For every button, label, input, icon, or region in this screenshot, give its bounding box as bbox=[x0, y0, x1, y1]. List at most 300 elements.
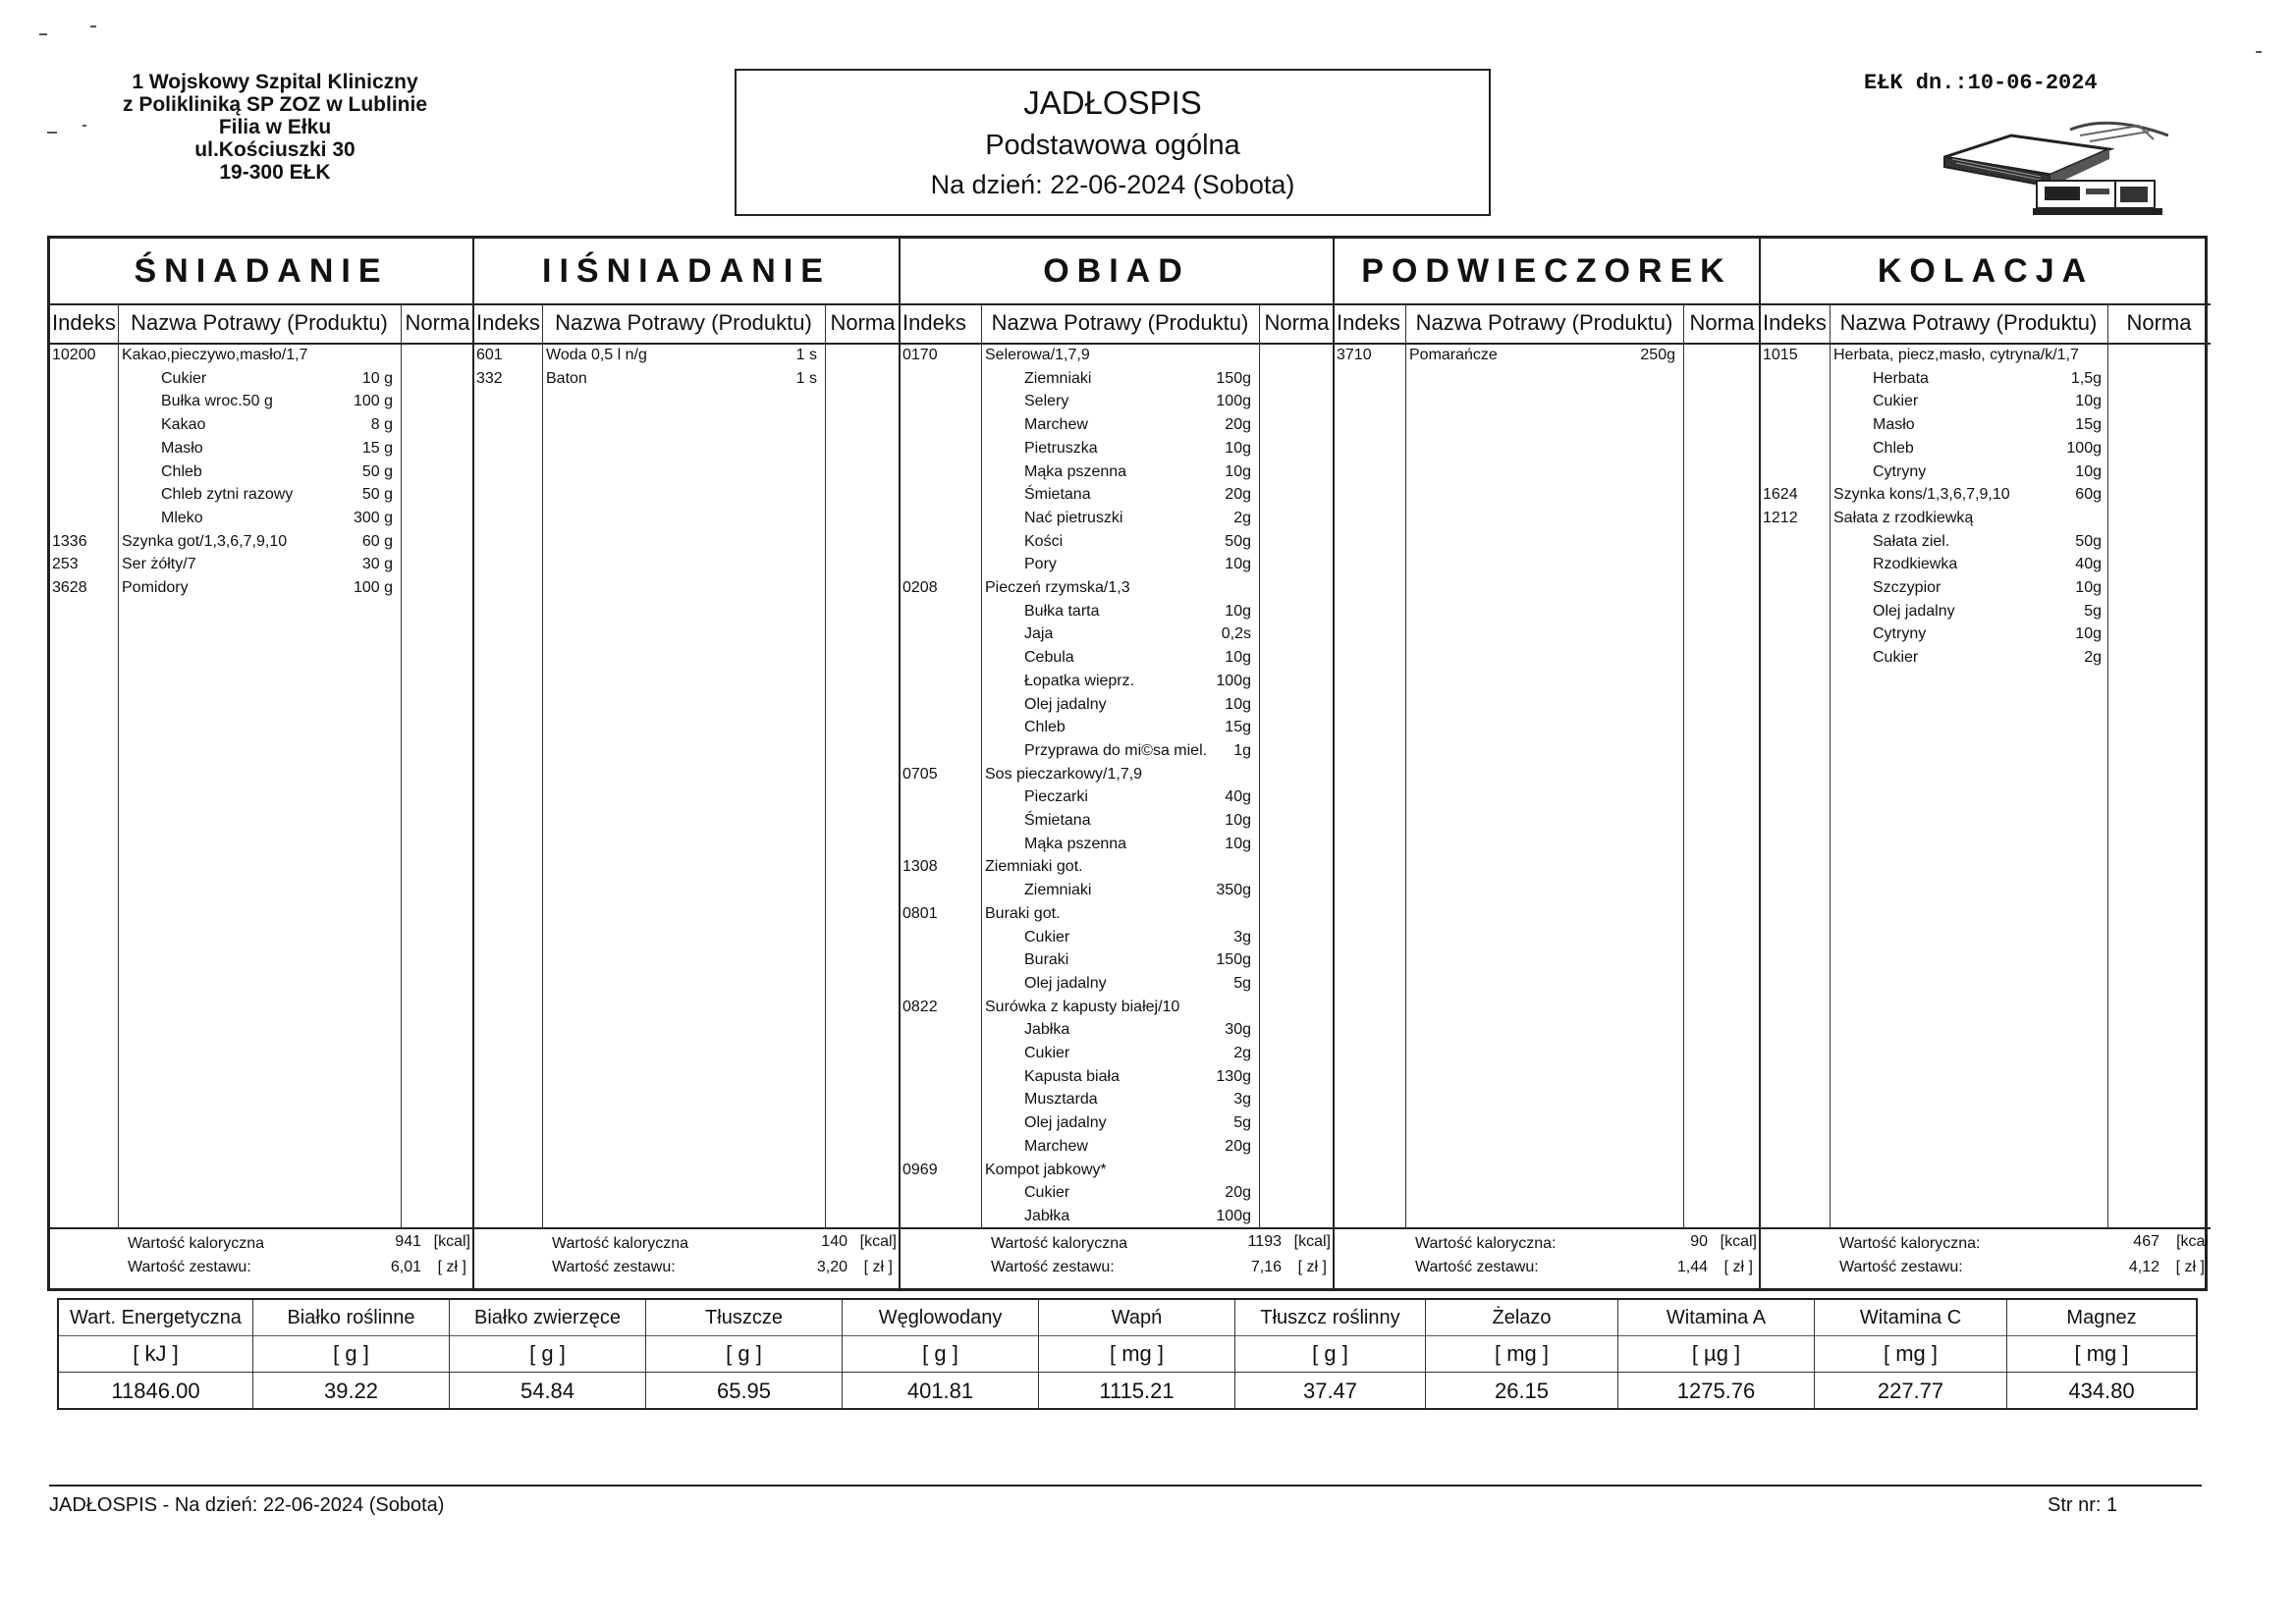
item-index: 3628 bbox=[52, 579, 87, 596]
meal-item-row bbox=[901, 810, 1333, 834]
set-value: 6,01 bbox=[390, 1259, 421, 1275]
nutrient-value: 401.81 bbox=[906, 1379, 974, 1403]
dish-name: Pieczeń rzymska/1,3 bbox=[985, 579, 1130, 596]
meal-item-row bbox=[901, 391, 1333, 414]
meal-item-row bbox=[901, 973, 1333, 997]
hospital-line: Filia w Ełku bbox=[218, 116, 332, 138]
ingredient-name: Olej jadalny bbox=[1873, 602, 1955, 620]
item-norm: 10g bbox=[1225, 556, 1251, 573]
ingredient-name: Przyprawa do mi©sa miel. bbox=[1024, 741, 1208, 759]
title-box bbox=[735, 69, 1491, 216]
dish-name: Ziemniaki got. bbox=[985, 858, 1083, 876]
ingredient-name: Szczypior bbox=[1873, 579, 1941, 596]
meal-item-row bbox=[901, 694, 1333, 718]
meal-summary bbox=[474, 1227, 899, 1288]
meal-item-row bbox=[1761, 368, 2211, 392]
meal-item-row bbox=[50, 438, 472, 461]
calorie-value: 467 bbox=[2133, 1233, 2159, 1250]
scan-speck bbox=[2256, 51, 2262, 53]
meal-item-row bbox=[901, 1019, 1333, 1043]
nutrient-unit: [ kJ ] bbox=[59, 1336, 252, 1373]
nutrient-column bbox=[1235, 1300, 1426, 1408]
calorie-label: Wartość kaloryczna: bbox=[1839, 1235, 1981, 1252]
ingredient-name: Herbata bbox=[1873, 369, 1929, 387]
scan-speck bbox=[82, 125, 86, 127]
item-norm: 100g bbox=[1216, 393, 1251, 410]
meal-item-row bbox=[50, 414, 472, 438]
item-norm: 100 g bbox=[353, 579, 393, 596]
column-header-row bbox=[1761, 305, 2211, 345]
nutrient-column bbox=[1618, 1300, 1815, 1408]
meal-item-row bbox=[50, 531, 472, 555]
meal-item-row bbox=[1761, 345, 2211, 368]
ingredient-name: Chleb zytni razowy bbox=[161, 486, 294, 504]
meal-item-row bbox=[1761, 508, 2211, 531]
nutrient-column bbox=[646, 1300, 843, 1408]
nutrient-label: Witamina A bbox=[1618, 1300, 1814, 1336]
set-value-unit: [ zł ] bbox=[1297, 1259, 1327, 1275]
nutrient-value: 54.84 bbox=[519, 1379, 575, 1403]
ingredient-name: Bułka wroc.50 g bbox=[161, 393, 273, 410]
item-norm: 10g bbox=[1225, 462, 1251, 480]
calorie-unit: [kcal] bbox=[433, 1233, 470, 1250]
item-norm: 10g bbox=[2075, 625, 2102, 643]
meal-item-row bbox=[1761, 577, 2211, 601]
column-header-index: Indeks bbox=[476, 310, 540, 335]
meal-item-row bbox=[901, 834, 1333, 857]
dish-name: Pomidory bbox=[122, 579, 189, 596]
meal-table bbox=[47, 236, 2208, 1291]
meal-title: PODWIECZOREK bbox=[1335, 239, 1759, 305]
ingredient-name: Cebula bbox=[1024, 649, 1074, 667]
ingredient-name: Pieczarki bbox=[1024, 788, 1088, 806]
ingredient-name: Masło bbox=[161, 439, 203, 457]
nutrient-column bbox=[843, 1300, 1039, 1408]
ingredient-name: Musztarda bbox=[1024, 1091, 1098, 1109]
ingredient-name: Selery bbox=[1024, 393, 1069, 410]
meal-item-row bbox=[901, 368, 1333, 392]
meal-title: ŚNIADANIE bbox=[50, 239, 472, 305]
meal-summary bbox=[1761, 1227, 2211, 1288]
nutrient-unit: [ g ] bbox=[646, 1336, 842, 1373]
item-norm: 1g bbox=[1233, 741, 1251, 759]
item-norm: 5g bbox=[2084, 602, 2102, 620]
ingredient-name: Mąka pszenna bbox=[1024, 462, 1127, 480]
item-norm: 30 g bbox=[361, 556, 393, 573]
meal-summary bbox=[1335, 1227, 1759, 1288]
footer-divider bbox=[49, 1485, 2202, 1487]
meal-item-row bbox=[474, 368, 899, 392]
meal-item-row bbox=[901, 880, 1333, 903]
diet-name: Podstawowa ogólna bbox=[985, 130, 1240, 161]
item-norm: 40g bbox=[1225, 788, 1251, 806]
item-norm: 150g bbox=[1216, 951, 1251, 969]
meal-summary bbox=[50, 1227, 472, 1288]
ingredient-name: Pietruszka bbox=[1024, 439, 1098, 457]
meal-title: OBIAD bbox=[901, 239, 1333, 305]
item-index: 0705 bbox=[902, 765, 938, 783]
item-norm: 10g bbox=[1225, 695, 1251, 713]
item-norm: 15 g bbox=[361, 439, 393, 457]
nutrient-column bbox=[253, 1300, 450, 1408]
ingredient-name: Cytryny bbox=[1873, 625, 1927, 643]
meal-item-row bbox=[50, 508, 472, 531]
meal-item-row bbox=[1761, 623, 2211, 647]
set-value-label: Wartość zestawu: bbox=[1839, 1259, 1963, 1275]
scan-speck bbox=[47, 132, 57, 134]
ingredient-name: Olej jadalny bbox=[1024, 974, 1107, 992]
column-header-norm: Norma bbox=[1689, 310, 1755, 335]
item-norm: 50g bbox=[2075, 532, 2102, 550]
item-index: 3710 bbox=[1337, 347, 1372, 363]
hospital-line: 1 Wojskowy Szpital Kliniczny bbox=[132, 71, 418, 93]
item-index: 1336 bbox=[52, 532, 87, 550]
calorie-unit: [kcal bbox=[2176, 1233, 2209, 1250]
column-header-name: Nazwa Potrawy (Produktu) bbox=[555, 310, 812, 335]
meal-item-row bbox=[1761, 414, 2211, 438]
calorie-label: Wartość kaloryczna bbox=[128, 1235, 264, 1252]
book-and-computer-icon bbox=[1942, 118, 2168, 221]
dish-name: Ser żółty/7 bbox=[122, 556, 196, 573]
dish-name: Pomarańcze bbox=[1409, 347, 1498, 363]
ingredient-name: Marchew bbox=[1024, 1137, 1088, 1155]
item-norm: 100g bbox=[1216, 672, 1251, 689]
item-norm: 2g bbox=[1233, 509, 1251, 526]
column-header-row bbox=[1335, 305, 1759, 345]
ingredient-name: Pory bbox=[1024, 556, 1057, 573]
dish-name: Buraki got. bbox=[985, 904, 1061, 922]
meal-item-row bbox=[901, 345, 1333, 368]
hospital-line: ul.Kościuszki 30 bbox=[194, 138, 355, 161]
nutrient-value: 65.95 bbox=[716, 1379, 772, 1403]
column-header-norm: Norma bbox=[2126, 310, 2192, 335]
meal-item-row bbox=[50, 484, 472, 508]
nutrient-label: Węglowodany bbox=[843, 1300, 1038, 1336]
item-norm: 3g bbox=[1233, 1091, 1251, 1109]
column-header-index: Indeks bbox=[52, 310, 116, 335]
item-norm: 15g bbox=[2075, 416, 2102, 434]
item-index: 601 bbox=[476, 347, 503, 363]
calorie-unit: [kcal] bbox=[1293, 1233, 1331, 1250]
set-value-unit: [ zł ] bbox=[1723, 1259, 1753, 1275]
ingredient-name: Nać pietruszki bbox=[1024, 509, 1123, 526]
meal-column bbox=[1335, 239, 1761, 1288]
nutrient-unit: [ g ] bbox=[450, 1336, 645, 1373]
set-value-unit: [ zł ] bbox=[437, 1259, 466, 1275]
item-index: 1308 bbox=[902, 858, 938, 876]
meal-item-row bbox=[901, 1089, 1333, 1112]
meal-summary bbox=[901, 1227, 1333, 1288]
ingredient-name: Masło bbox=[1873, 416, 1915, 434]
item-norm: 10g bbox=[2075, 462, 2102, 480]
dish-name: Baton bbox=[546, 369, 587, 387]
hospital-line: z Polikliniką SP ZOZ w Lublinie bbox=[123, 93, 427, 116]
meal-item-row bbox=[1335, 345, 1759, 368]
nutrient-column bbox=[59, 1300, 253, 1408]
ingredient-name: Cukier bbox=[161, 369, 207, 387]
item-norm: 40g bbox=[2075, 556, 2102, 573]
column-divider bbox=[1405, 305, 1406, 1227]
nutrient-label: Tłuszcz roślinny bbox=[1235, 1300, 1425, 1336]
item-norm: 350g bbox=[1216, 882, 1251, 899]
item-norm: 1 s bbox=[795, 347, 817, 363]
meal-item-row bbox=[901, 1136, 1333, 1160]
calorie-value: 941 bbox=[395, 1233, 421, 1250]
page-number: Str nr: 1 bbox=[2048, 1494, 2118, 1516]
column-header-index: Indeks bbox=[902, 310, 966, 335]
meal-item-row bbox=[901, 997, 1333, 1020]
column-header-index: Indeks bbox=[1337, 310, 1400, 335]
meal-item-row bbox=[901, 1043, 1333, 1066]
ingredient-name: Cukier bbox=[1024, 1184, 1070, 1202]
item-index: 332 bbox=[476, 369, 503, 387]
item-norm: 150g bbox=[1216, 369, 1251, 387]
meal-item-row bbox=[901, 671, 1333, 694]
column-divider bbox=[1683, 305, 1684, 1227]
nutrient-label: Wart. Energetyczna bbox=[59, 1300, 252, 1336]
ingredient-name: Cukier bbox=[1873, 649, 1919, 667]
nutrient-column bbox=[450, 1300, 646, 1408]
meal-item-row bbox=[50, 345, 472, 368]
column-header-index: Indeks bbox=[1763, 310, 1827, 335]
item-index: 0969 bbox=[902, 1161, 938, 1178]
item-norm: 8 g bbox=[370, 416, 393, 434]
item-norm: 20g bbox=[1225, 1184, 1251, 1202]
dish-name: Kakao,pieczywo,masło/1,7 bbox=[122, 347, 308, 363]
ingredient-name: Cukier bbox=[1873, 393, 1919, 410]
item-norm: 10g bbox=[1225, 835, 1251, 852]
nutrient-column bbox=[1815, 1300, 2007, 1408]
set-value-label: Wartość zestawu: bbox=[552, 1259, 676, 1275]
item-norm: 20g bbox=[1225, 416, 1251, 434]
ingredient-name: Mąka pszenna bbox=[1024, 835, 1127, 852]
nutrient-value: 26.15 bbox=[1494, 1379, 1550, 1403]
item-norm: 300 g bbox=[353, 509, 393, 526]
meal-item-row bbox=[1761, 484, 2211, 508]
ingredient-name: Chleb bbox=[1024, 719, 1066, 736]
column-header-row bbox=[901, 305, 1333, 345]
nutrient-value: 37.47 bbox=[1302, 1379, 1358, 1403]
ingredient-name: Kakao bbox=[161, 416, 206, 434]
meal-column bbox=[474, 239, 901, 1288]
set-value: 1,44 bbox=[1676, 1259, 1708, 1275]
scan-speck bbox=[90, 26, 96, 27]
calorie-value: 1193 bbox=[1247, 1233, 1282, 1250]
meal-item-row bbox=[901, 438, 1333, 461]
set-value-unit: [ zł ] bbox=[2175, 1259, 2205, 1275]
meal-item-row bbox=[1761, 391, 2211, 414]
column-header-name: Nazwa Potrawy (Produktu) bbox=[1839, 310, 2098, 335]
meal-item-row bbox=[901, 554, 1333, 577]
meal-item-row bbox=[901, 786, 1333, 810]
ingredient-name: Jaja bbox=[1024, 625, 1054, 643]
ingredient-name: Mleko bbox=[161, 509, 203, 526]
ingredient-name: Cytryny bbox=[1873, 462, 1927, 480]
item-index: 0208 bbox=[902, 579, 938, 596]
meal-item-row bbox=[1761, 461, 2211, 485]
nutrient-column bbox=[2007, 1300, 2196, 1408]
meal-item-row bbox=[901, 623, 1333, 647]
calorie-label: Wartość kaloryczna bbox=[991, 1235, 1127, 1252]
ingredient-name: Marchew bbox=[1024, 416, 1088, 434]
meal-column bbox=[50, 239, 474, 1288]
meal-item-row bbox=[901, 949, 1333, 973]
item-index: 0170 bbox=[902, 347, 938, 363]
meal-item-row bbox=[901, 1112, 1333, 1136]
meal-item-row bbox=[50, 577, 472, 601]
meal-item-row bbox=[901, 1066, 1333, 1090]
item-norm: 10g bbox=[1225, 649, 1251, 667]
item-index: 10200 bbox=[52, 347, 96, 363]
nutrition-table bbox=[57, 1298, 2198, 1410]
item-norm: 20g bbox=[1225, 1137, 1251, 1155]
nutrient-unit: [ µg ] bbox=[1618, 1336, 1814, 1373]
set-value-label: Wartość zestawu: bbox=[128, 1259, 251, 1275]
meal-item-row bbox=[901, 1206, 1333, 1229]
nutrient-column bbox=[1039, 1300, 1235, 1408]
item-norm: 10g bbox=[2075, 579, 2102, 596]
nutrient-label: Wapń bbox=[1039, 1300, 1234, 1336]
nutrient-value: 434.80 bbox=[2068, 1379, 2135, 1403]
item-norm: 2g bbox=[1233, 1045, 1251, 1061]
hospital-address bbox=[88, 71, 462, 184]
meal-item-row bbox=[50, 461, 472, 485]
nutrient-unit: [ g ] bbox=[253, 1336, 449, 1373]
meal-item-row bbox=[901, 927, 1333, 950]
item-norm: 0,2s bbox=[1221, 625, 1251, 643]
ingredient-name: Śmietana bbox=[1024, 812, 1091, 829]
meal-item-row bbox=[901, 577, 1333, 601]
nutrient-unit: [ g ] bbox=[843, 1336, 1038, 1373]
item-norm: 100g bbox=[2066, 439, 2102, 457]
dish-name: Surówka z kapusty białej/10 bbox=[985, 998, 1180, 1015]
calorie-label: Wartość kaloryczna bbox=[552, 1235, 688, 1252]
calorie-label: Wartość kaloryczna: bbox=[1415, 1235, 1557, 1252]
ingredient-name: Sałata ziel. bbox=[1873, 532, 1950, 550]
item-norm: 50 g bbox=[361, 486, 393, 504]
item-norm: 10g bbox=[1225, 439, 1251, 457]
column-header-row bbox=[50, 305, 472, 345]
nutrient-label: Białko roślinne bbox=[253, 1300, 449, 1336]
item-index: 1015 bbox=[1763, 347, 1798, 363]
item-norm: 5g bbox=[1233, 1114, 1251, 1132]
ingredient-name: Cukier bbox=[1024, 928, 1070, 946]
nutrient-value: 227.77 bbox=[1877, 1379, 1944, 1403]
ingredient-name: Ziemniaki bbox=[1024, 369, 1092, 387]
item-index: 1624 bbox=[1763, 486, 1798, 504]
item-norm: 10g bbox=[1225, 602, 1251, 620]
item-norm: 250g bbox=[1640, 347, 1675, 363]
nutrient-label: Białko zwierzęce bbox=[450, 1300, 645, 1336]
calorie-value: 140 bbox=[821, 1233, 847, 1250]
column-header-name: Nazwa Potrawy (Produktu) bbox=[131, 310, 388, 335]
nutrient-value: 39.22 bbox=[323, 1379, 379, 1403]
meal-title: KOLACJA bbox=[1761, 239, 2211, 305]
meal-item-row bbox=[901, 508, 1333, 531]
nutrient-label: Magnez bbox=[2007, 1300, 2196, 1336]
item-index: 1212 bbox=[1763, 509, 1798, 526]
meal-item-row bbox=[901, 903, 1333, 927]
ingredient-name: Bułka tarta bbox=[1024, 602, 1100, 620]
ingredient-name: Łopatka wieprz. bbox=[1024, 672, 1135, 689]
nutrient-label: Witamina C bbox=[1815, 1300, 2006, 1336]
item-norm: 2g bbox=[2084, 649, 2102, 667]
item-norm: 50 g bbox=[361, 462, 393, 480]
item-norm: 20g bbox=[1225, 486, 1251, 504]
scan-speck bbox=[39, 33, 47, 35]
meal-item-row bbox=[1761, 438, 2211, 461]
set-value: 7,16 bbox=[1250, 1259, 1282, 1275]
meal-title: IIŚNIADANIE bbox=[474, 239, 899, 305]
item-norm: 60 g bbox=[361, 532, 393, 550]
column-header-name: Nazwa Potrawy (Produktu) bbox=[991, 310, 1249, 335]
nutrient-value: 11846.00 bbox=[111, 1379, 200, 1403]
ingredient-name: Jabłka bbox=[1024, 1021, 1070, 1039]
item-norm: 100 g bbox=[353, 393, 393, 410]
ingredient-name: Jabłka bbox=[1024, 1207, 1070, 1224]
dish-name: Kompot jabkowy* bbox=[985, 1161, 1107, 1178]
ingredient-name: Kapusta biała bbox=[1024, 1067, 1120, 1085]
ingredient-name: Rzodkiewka bbox=[1873, 556, 1958, 573]
meal-item-row bbox=[901, 484, 1333, 508]
set-value-label: Wartość zestawu: bbox=[991, 1259, 1115, 1275]
item-norm: 60g bbox=[2075, 486, 2102, 504]
meal-item-row bbox=[901, 740, 1333, 764]
meal-item-row bbox=[901, 764, 1333, 787]
meal-item-row bbox=[50, 554, 472, 577]
item-norm: 5g bbox=[1233, 974, 1251, 992]
menu-date: Na dzień: 22-06-2024 (Sobota) bbox=[930, 170, 1295, 199]
meal-item-row bbox=[50, 368, 472, 392]
nutrient-unit: [ mg ] bbox=[1815, 1336, 2006, 1373]
nutrient-column bbox=[1426, 1300, 1618, 1408]
dish-name: Sałata z rzodkiewką bbox=[1833, 509, 1974, 526]
meal-item-row bbox=[901, 601, 1333, 624]
item-index: 0801 bbox=[902, 904, 938, 922]
item-norm: 1,5g bbox=[2070, 369, 2102, 387]
meal-item-row bbox=[1761, 531, 2211, 555]
ingredient-name: Chleb bbox=[161, 462, 202, 480]
calorie-unit: [kcal] bbox=[859, 1233, 897, 1250]
item-norm: 10g bbox=[1225, 812, 1251, 829]
meal-column bbox=[1761, 239, 2211, 1288]
item-index: 0822 bbox=[902, 998, 938, 1015]
meal-item-row bbox=[50, 391, 472, 414]
item-norm: 3g bbox=[1233, 928, 1251, 946]
column-header-norm: Norma bbox=[405, 310, 470, 335]
meal-item-row bbox=[474, 345, 899, 368]
nutrient-label: Żelazo bbox=[1426, 1300, 1617, 1336]
meal-item-row bbox=[901, 1160, 1333, 1183]
dish-name: Woda 0,5 l n/g bbox=[546, 347, 647, 363]
meal-item-row bbox=[901, 1182, 1333, 1206]
ingredient-name: Chleb bbox=[1873, 439, 1914, 457]
column-header-name: Nazwa Potrawy (Produktu) bbox=[1415, 310, 1673, 335]
dish-name: Herbata, piecz,masło, cytryna/k/1,7 bbox=[1833, 347, 2079, 363]
ingredient-name: Olej jadalny bbox=[1024, 695, 1107, 713]
item-norm: 15g bbox=[1225, 719, 1251, 736]
item-norm: 10g bbox=[2075, 393, 2102, 410]
item-norm: 10 g bbox=[361, 369, 393, 387]
ingredient-name: Olej jadalny bbox=[1024, 1114, 1107, 1132]
set-value-label: Wartość zestawu: bbox=[1415, 1259, 1539, 1275]
hospital-line: 19-300 EŁK bbox=[219, 161, 331, 184]
column-header-norm: Norma bbox=[1264, 310, 1330, 335]
meal-column bbox=[901, 239, 1335, 1288]
calorie-value: 90 bbox=[1690, 1233, 1708, 1250]
set-value: 4,12 bbox=[2128, 1259, 2159, 1275]
meal-item-row bbox=[901, 717, 1333, 740]
